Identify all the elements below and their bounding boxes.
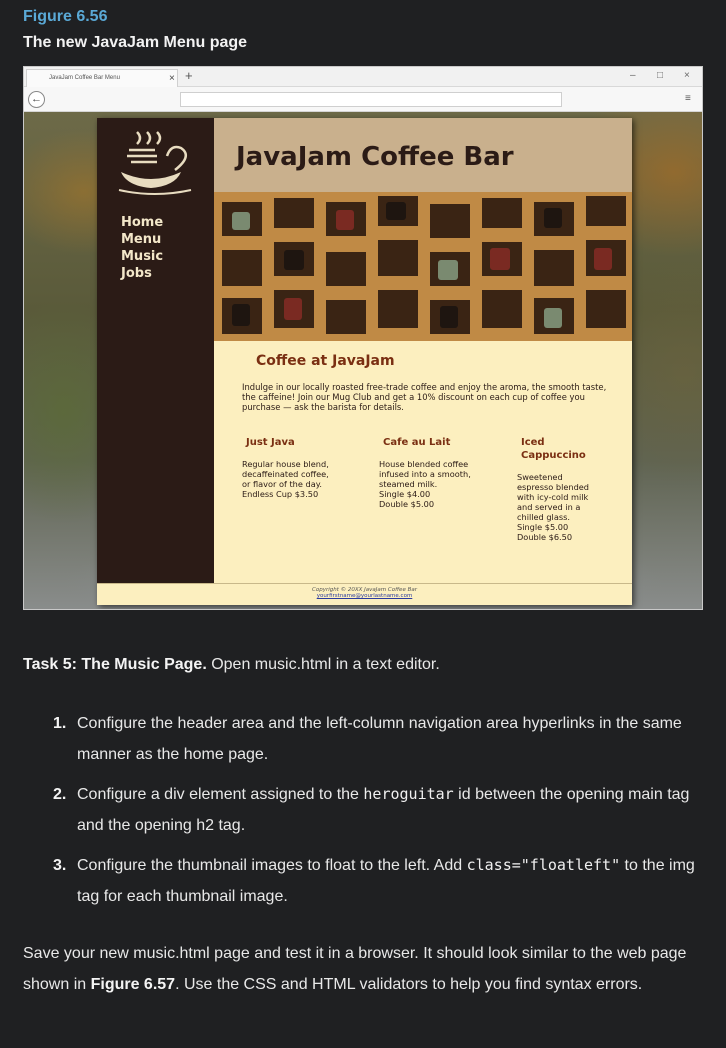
step-code: heroguitar xyxy=(363,785,454,803)
site-nav xyxy=(121,214,163,282)
nav-link-home[interactable]: Home xyxy=(121,215,164,230)
menu-item xyxy=(517,436,597,542)
back-arrow-icon[interactable]: ← xyxy=(28,91,45,108)
site-title: JavaJam Coffee Bar xyxy=(236,142,514,172)
task-heading xyxy=(23,656,440,674)
tab-title: JavaJam Coffee Bar Menu xyxy=(49,75,120,81)
menu-item xyxy=(242,436,338,499)
figure-caption: The new JavaJam Menu page xyxy=(23,34,248,51)
step-text: id between the opening main tag and the opening h2 tag. xyxy=(77,786,690,834)
nav-link-menu[interactable]: Menu xyxy=(121,232,162,247)
step-text: Configure the thumbnail images to float to the left. Add xyxy=(77,857,467,874)
menu-item-description: House blended coffee infused into a smooth, steamed milk. xyxy=(379,459,471,489)
address-bar xyxy=(24,87,702,112)
step-text: Configure the header area and the left-column navigation area hyperlinks in the same manner as the home page. xyxy=(77,715,682,763)
page-viewport xyxy=(24,112,703,610)
task-step xyxy=(53,779,703,841)
task-steps xyxy=(53,708,703,921)
mug-shelves-image xyxy=(214,192,632,341)
menu-item-price: Double $6.50 xyxy=(517,532,573,542)
figure-label: Figure 6.56 xyxy=(23,8,108,25)
content-heading: Coffee at JavaJam xyxy=(256,353,395,369)
maximize-icon[interactable]: □ xyxy=(657,70,664,81)
minimize-icon[interactable]: – xyxy=(630,70,636,81)
menu-item-description: Sweetened espresso blended with icy-cold milk and served in a chilled glass. xyxy=(517,472,589,522)
url-input[interactable] xyxy=(180,92,562,107)
site-header xyxy=(214,118,632,192)
task-step xyxy=(53,850,703,912)
main-content xyxy=(214,341,632,583)
new-tab-icon[interactable]: + xyxy=(185,68,193,83)
nav-link-jobs[interactable]: Jobs xyxy=(121,266,152,281)
menu-item-name: Iced Cappuccino xyxy=(521,437,586,461)
hero-mugs-image xyxy=(214,192,632,341)
menu-item-description: Regular house blend, decaffeinated coffee, or flavor of the day. xyxy=(242,459,329,489)
site-footer xyxy=(97,583,632,605)
figure-reference: Figure 6.57 xyxy=(90,976,176,993)
intro-paragraph: Indulge in our locally roasted free-trade coffee and enjoy the aroma, the smooth taste, the caffeine! Join our Mug Club and get a 10% discount on each cup of coffee you purchase — ask the barista for details. xyxy=(242,382,607,412)
step-code: class="floatleft" xyxy=(466,856,621,874)
step-text: Configure a div element assigned to the xyxy=(77,786,364,803)
closing-paragraph xyxy=(23,938,693,1000)
menu-item-price: Single $5.00 xyxy=(517,522,569,532)
close-window-icon[interactable]: × xyxy=(684,70,690,81)
tab-bar xyxy=(24,67,702,87)
tab-close-icon[interactable]: × xyxy=(169,73,175,84)
step-number: 3. xyxy=(53,857,67,874)
menu-item-price: Endless Cup $3.50 xyxy=(242,489,319,499)
browser-screenshot xyxy=(23,66,703,610)
menu-item-price: Double $5.00 xyxy=(379,499,435,509)
footer-copyright: Copyright © 20XX JavaJam Coffee Bar xyxy=(312,587,417,593)
closing-text: . Use the CSS and HTML validators to help you find syntax errors. xyxy=(175,976,643,993)
task-title: Task 5: The Music Page. xyxy=(23,656,207,673)
footer-email-link[interactable]: yourfirstname@yourlastname.com xyxy=(316,593,413,599)
hamburger-menu-icon[interactable]: ≡ xyxy=(685,93,691,104)
menu-item-price: Single $4.00 xyxy=(379,489,431,499)
javajam-page xyxy=(97,118,632,605)
step-number: 1. xyxy=(53,715,67,732)
browser-tab[interactable] xyxy=(26,69,178,87)
step-text: to the img tag for each thumbnail image. xyxy=(77,857,695,905)
nav-link-music[interactable]: Music xyxy=(121,249,164,264)
task-intro: Open music.html in a text editor. xyxy=(206,656,440,673)
task-step xyxy=(53,708,703,770)
coffee-cup-logo-icon xyxy=(115,130,199,196)
closing-text: Save your new music.html page and test it in a browser. It should look similar to the web page shown in xyxy=(23,945,687,993)
step-number: 2. xyxy=(53,786,67,803)
menu-item-name: Just Java xyxy=(246,437,295,448)
menu-item-name: Cafe au Lait xyxy=(383,437,451,448)
menu-item xyxy=(379,436,475,509)
left-nav-column xyxy=(97,118,214,583)
